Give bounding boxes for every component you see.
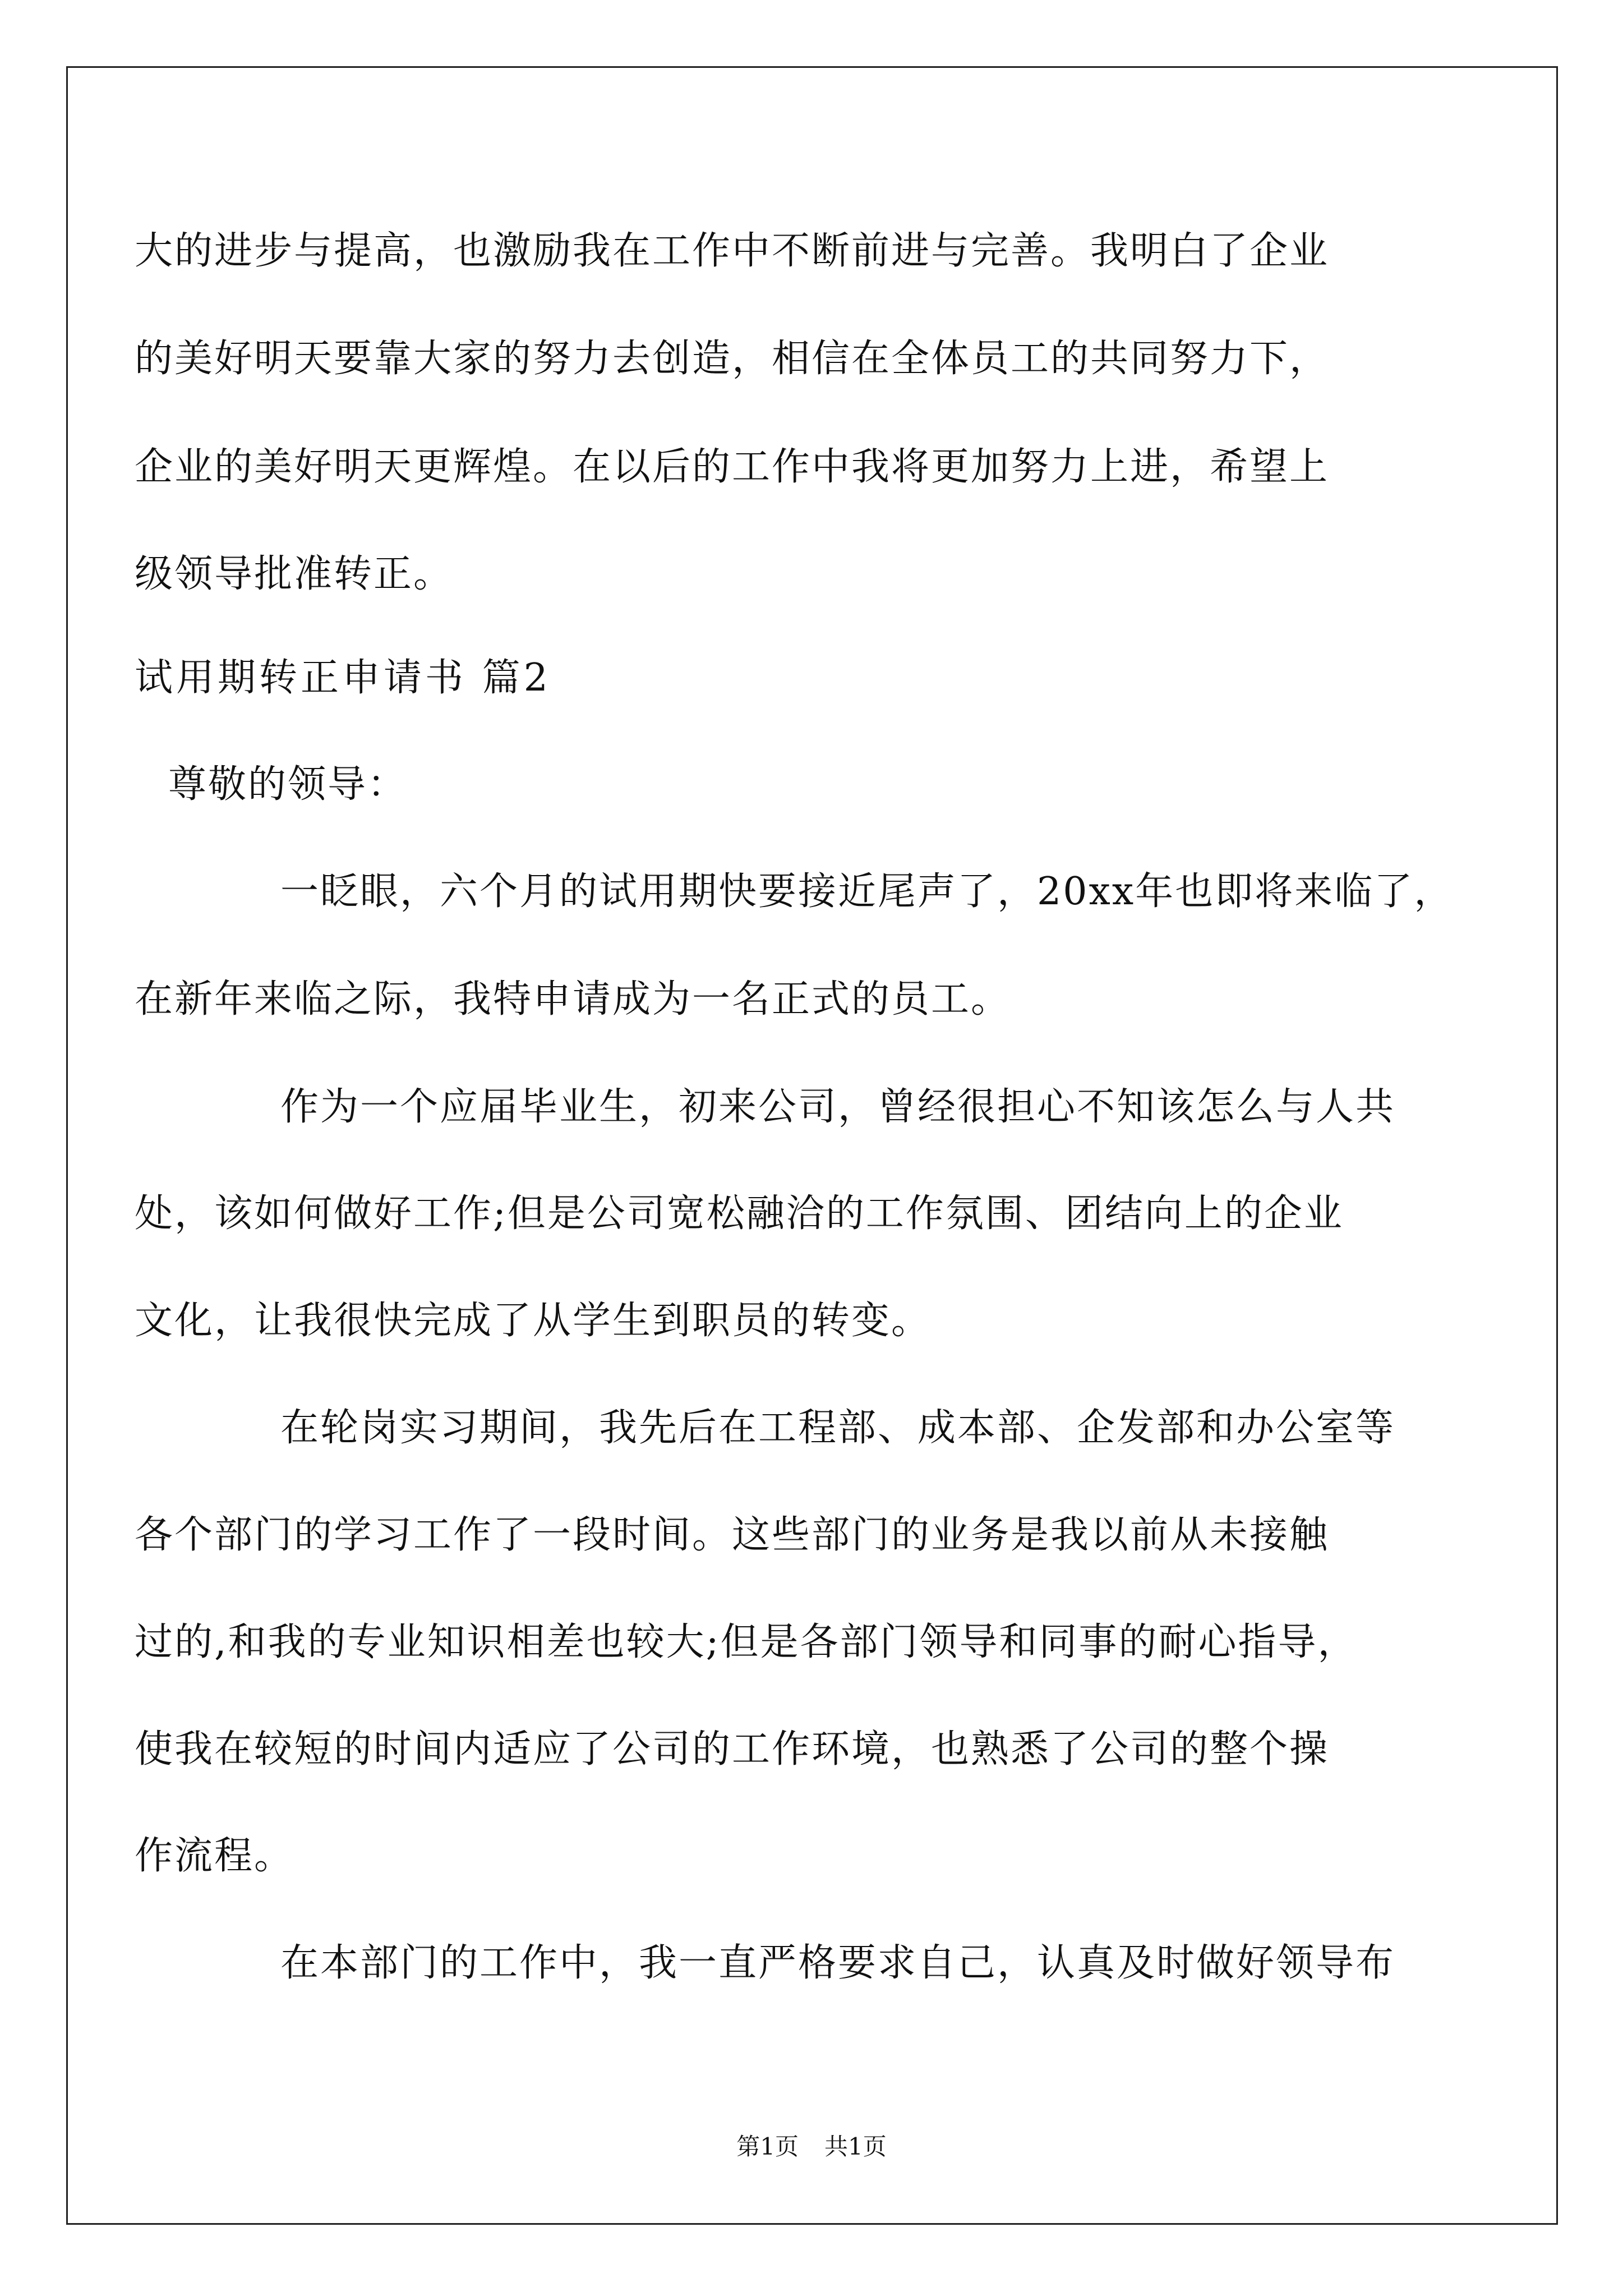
salutation: 尊敬的领导：	[168, 762, 408, 807]
paragraph-line: 文化，让我很快完成了从学生到职员的转变。	[135, 1299, 932, 1343]
section-heading: 试用期转正申请书 篇2	[135, 656, 551, 700]
paragraph-line: 处，该如何做好工作;但是公司宽松融洽的工作氛围、团结向上的企业	[135, 1191, 1344, 1236]
paragraph-line: 一眨眼，六个月的试用期快要接近尾声了，20xx年也即将来临了，	[280, 869, 1454, 914]
paragraph-line: 作流程。	[135, 1834, 294, 1878]
paragraph-line: 使我在较短的时间内适应了公司的工作环境，也熟悉了公司的整个操	[135, 1727, 1330, 1772]
paragraph-line: 大的进步与提高，也激励我在工作中不断前进与完善。我明白了企业	[135, 229, 1330, 273]
page-border	[66, 66, 1558, 2225]
paragraph-line: 级领导批准转正。	[135, 552, 454, 596]
page-footer	[0, 2135, 1623, 2159]
paragraph-line: 在新年来临之际，我特申请成为一名正式的员工。	[135, 977, 1011, 1022]
page-total: 共1页	[824, 2133, 887, 2160]
paragraph-line: 过的,和我的专业知识相差也较大;但是各部门领导和同事的耐心指导，	[135, 1620, 1358, 1664]
paragraph-line: 作为一个应届毕业生，初来公司，曾经很担心不知该怎么与人共	[280, 1085, 1396, 1129]
paragraph-line: 各个部门的学习工作了一段时间。这些部门的业务是我以前从未接触	[135, 1513, 1330, 1557]
page-number: 第1页	[736, 2133, 799, 2160]
paragraph-line: 企业的美好明天更辉煌。在以后的工作中我将更加努力上进，希望上	[135, 445, 1330, 489]
paragraph-line: 在本部门的工作中，我一直严格要求自己，认真及时做好领导布	[280, 1941, 1396, 1985]
paragraph-line: 在轮岗实习期间，我先后在工程部、成本部、企发部和办公室等	[280, 1406, 1396, 1450]
paragraph-line: 的美好明天要靠大家的努力去创造，相信在全体员工的共同努力下，	[135, 337, 1330, 381]
